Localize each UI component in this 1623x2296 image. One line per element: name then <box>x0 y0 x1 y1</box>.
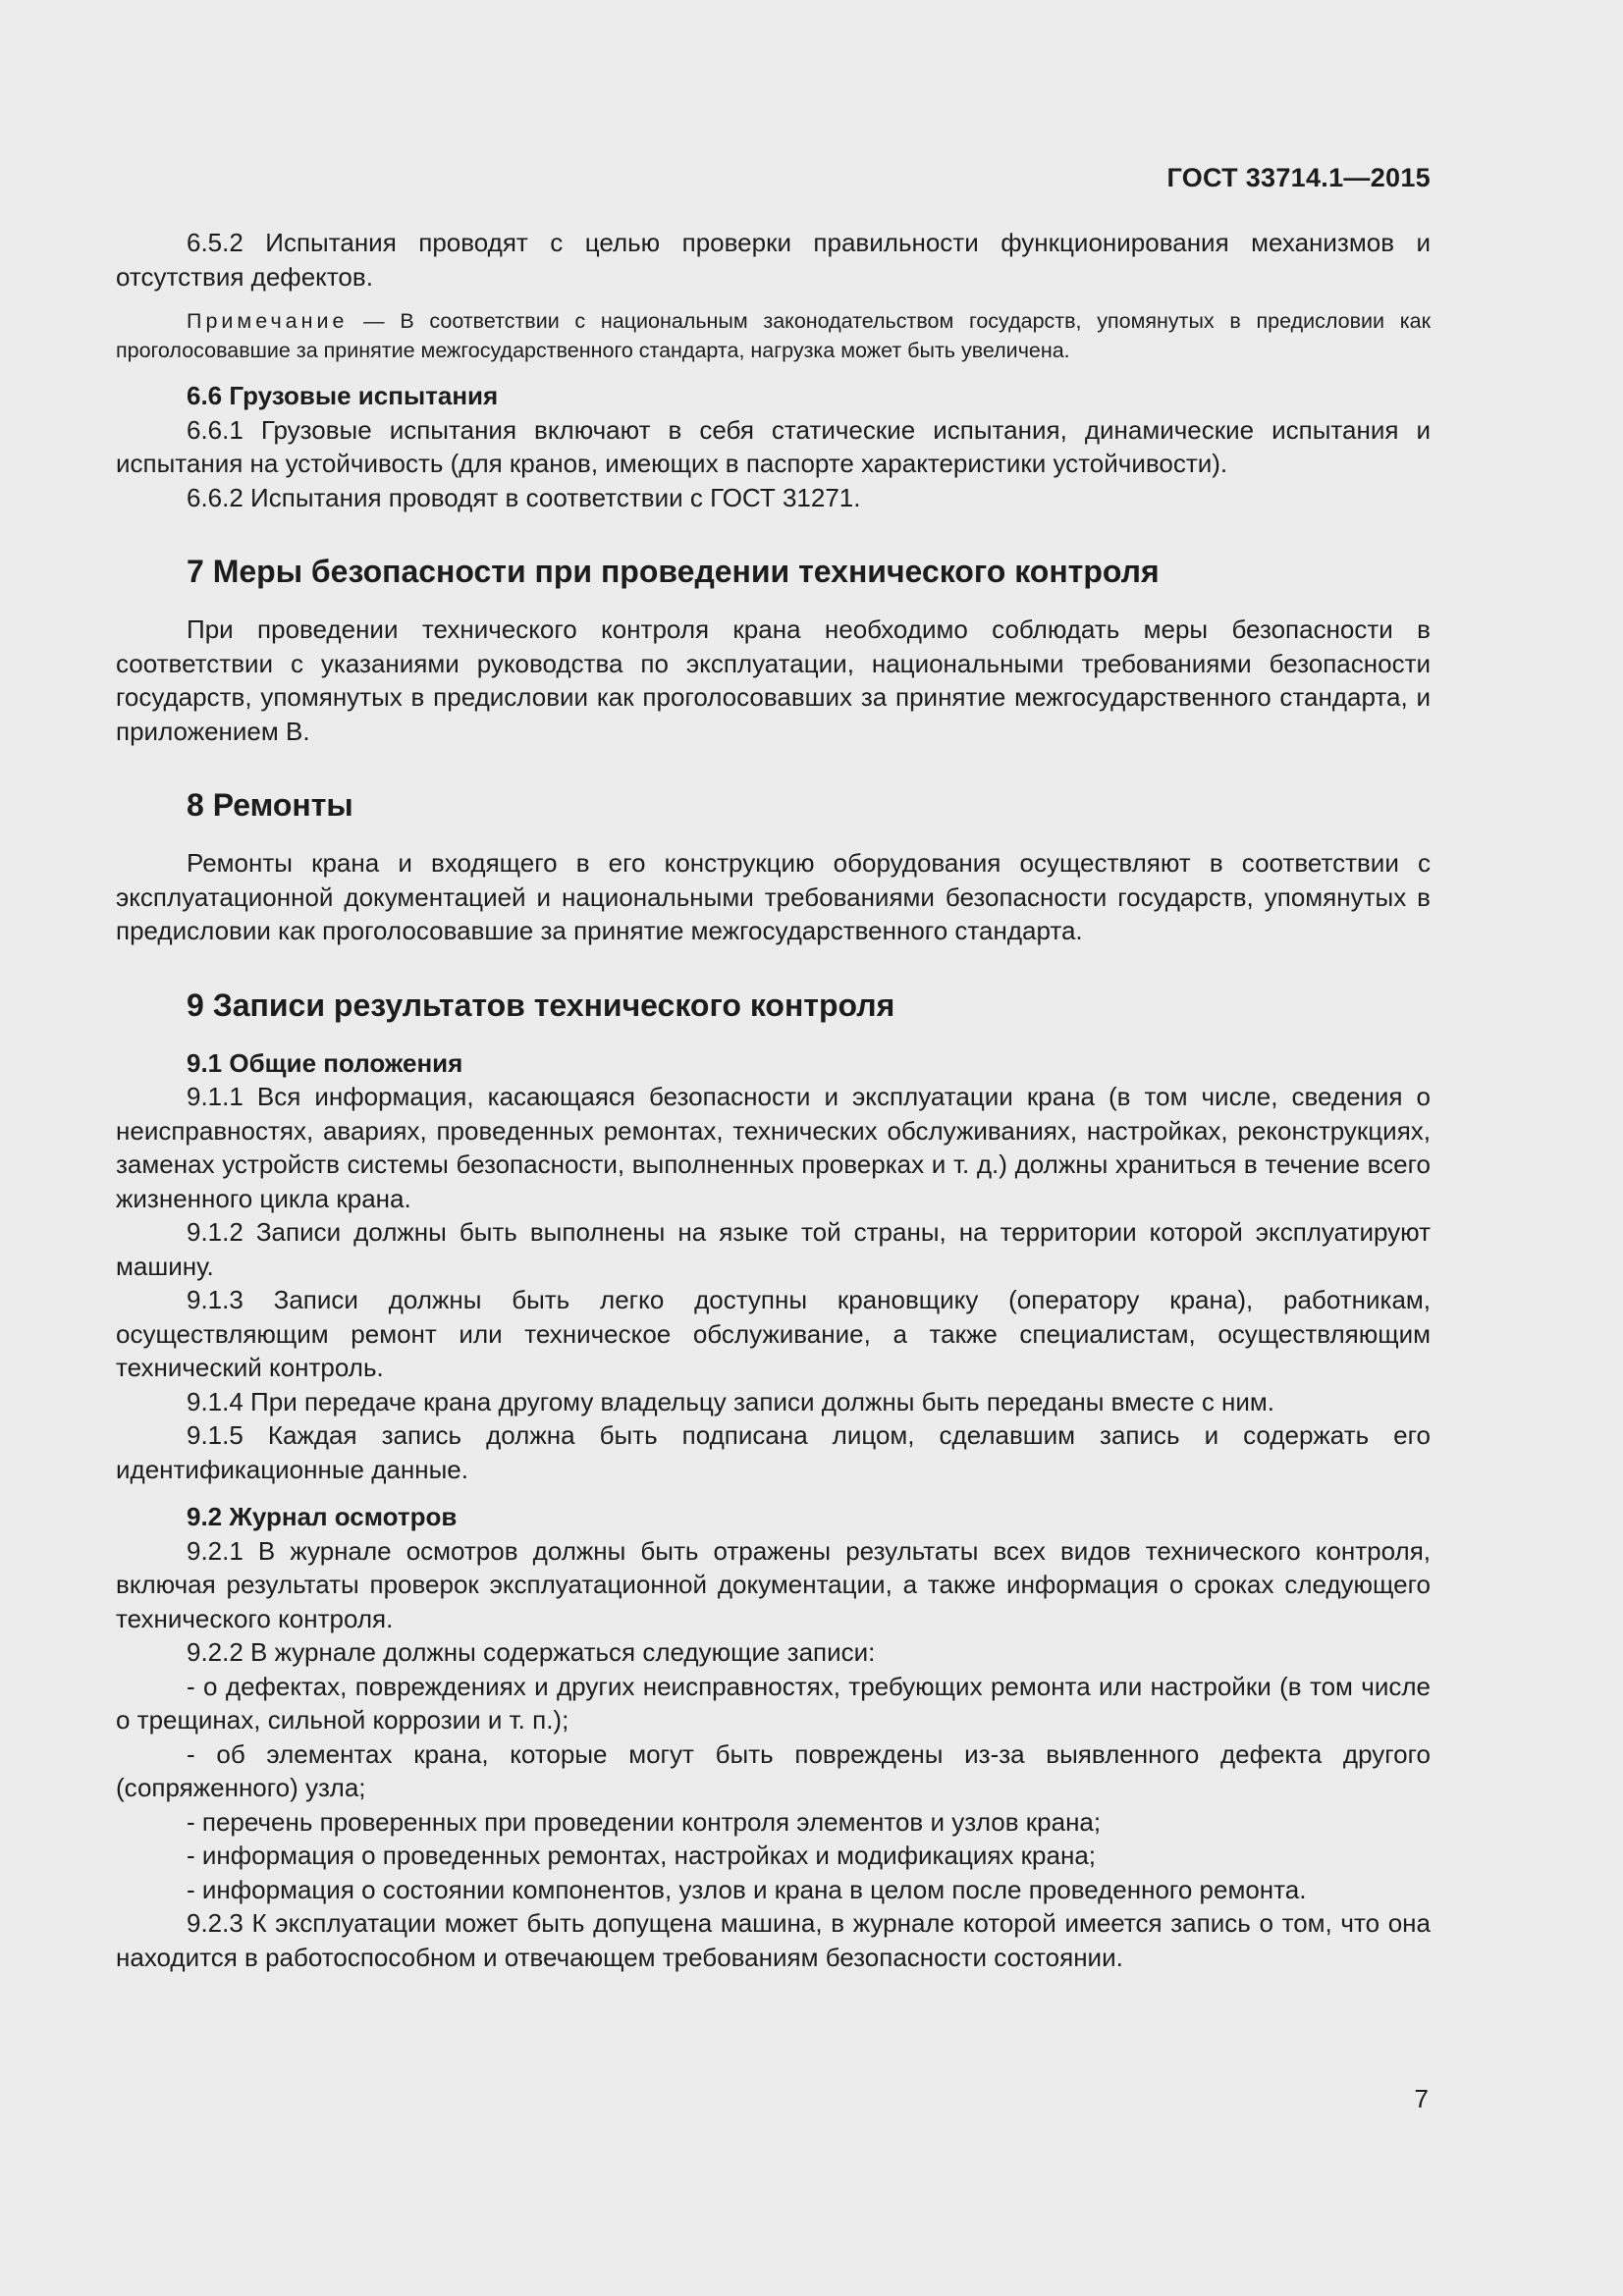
section-8-text: Ремонты крана и входящего в его конструкцию оборудования осуществляют в соответствии с эксплуатационной документацией и национальными требованиями безопасности государств, упомянутых в предисловии как проголосовавшие за принятие межгосударственного стандарта. <box>116 848 1431 945</box>
heading-9: 9 Записи результатов технического контроля <box>187 987 895 1023</box>
clause-9-1-1: 9.1.1 Вся информация, касающаяся безопасности и эксплуатации крана (в том числе, сведения о неисправностях, авариях, проведенных ремонтах, технических обслуживаниях, настройках, реконструкциях, заменах устройств системы безопасности, выполненных проверках и т. д.) должны храниться в течение всего жизненного цикла крана. <box>116 1082 1431 1213</box>
heading-9-2: 9.2 Журнал осмотров <box>187 1502 458 1531</box>
heading-7: 7 Меры безопасности при проведении технического контроля <box>187 554 1160 589</box>
page-number: 7 <box>1414 2084 1429 2113</box>
list-item: - информация о состоянии компонентов, узлов и крана в целом после проведенного ремонта. <box>187 1874 1307 1904</box>
note-dash: — <box>348 309 401 333</box>
standard-code-header: ГОСТ 33714.1—2015 <box>1166 163 1431 192</box>
note-text: В соответствии с национальным законодательством государств, упомянутых в предисловии как проголосовавшие за принятие межгосударственного стандарта, нагрузка может быть увеличена. <box>116 309 1431 362</box>
clause-6-6-2: 6.6.2 Испытания проводят в соответствии с ГОСТ 31271. <box>187 482 861 512</box>
clause-9-2-3: 9.2.3 К эксплуатации может быть допущена машина, в журнале которой имеется запись о том, что она находится в работоспособном и отвечающем требованиям безопасности состоянии. <box>116 1908 1431 1972</box>
list-item: - информация о проведенных ремонтах, настройках и модификациях крана; <box>187 1841 1096 1870</box>
clause-9-1-2: 9.1.2 Записи должны быть выполнены на языке той страны, на территории которой эксплуатируют машину. <box>116 1217 1431 1281</box>
heading-6-6: 6.6 Грузовые испытания <box>187 381 499 410</box>
list-item: - о дефектах, повреждениях и других неисправностях, требующих ремонта или настройки (в том числе о трещинах, сильной коррозии и т. п.); <box>116 1671 1431 1735</box>
document-body <box>116 226 1431 1974</box>
heading-8: 8 Ремонты <box>187 787 353 823</box>
clause-9-2-1: 9.2.1 В журнале осмотров должны быть отражены результаты всех видов технического контроля, включая результаты проверок эксплуатационной документации, а также информация о сроках следующего технического контроля. <box>116 1535 1431 1633</box>
list-item: - об элементах крана, которые могут быть повреждены из-за выявленного дефекта другого (сопряженного) узла; <box>116 1738 1431 1802</box>
clause-6-6-1: 6.6.1 Грузовые испытания включают в себя статические испытания, динамические испытания и испытания на устойчивость (для кранов, имеющих в паспорте характеристики устойчивости). <box>116 414 1431 478</box>
clause-9-1-3: 9.1.3 Записи должны быть легко доступны крановщику (оператору крана), работникам, осуществляющим ремонт или техническое обслуживание, а также специалистам, осуществляющим технический контроль. <box>116 1285 1431 1382</box>
heading-9-1: 9.1 Общие положения <box>187 1047 463 1078</box>
clause-9-1-5: 9.1.5 Каждая запись должна быть подписана лицом, сделавшим запись и содержать его идентификационные данные. <box>116 1420 1431 1484</box>
clause-9-2-2: 9.2.2 В журнале должны содержаться следующие записи: <box>187 1637 876 1667</box>
section-7-text: При проведении технического контроля крана необходимо соблюдать меры безопасности в соответствии с указаниями руководства по эксплуатации, национальными требованиями безопасности государств, упомянутых в предисловии как проголосовавших за принятие межгосударственного стандарта, и приложением В. <box>116 614 1431 746</box>
note-paragraph <box>116 306 1431 365</box>
list-item: - перечень проверенных при проведении контроля элементов и узлов крана; <box>187 1806 1102 1837</box>
note-label: Примечание <box>187 309 349 333</box>
clause-9-1-4: 9.1.4 При передаче крана другому владельцу записи должны быть переданы вместе с ним. <box>187 1386 1275 1416</box>
clause-6-5-2: 6.5.2 Испытания проводят с целью проверки правильности функционирования механизмов и отсутствия дефектов. <box>116 228 1431 292</box>
